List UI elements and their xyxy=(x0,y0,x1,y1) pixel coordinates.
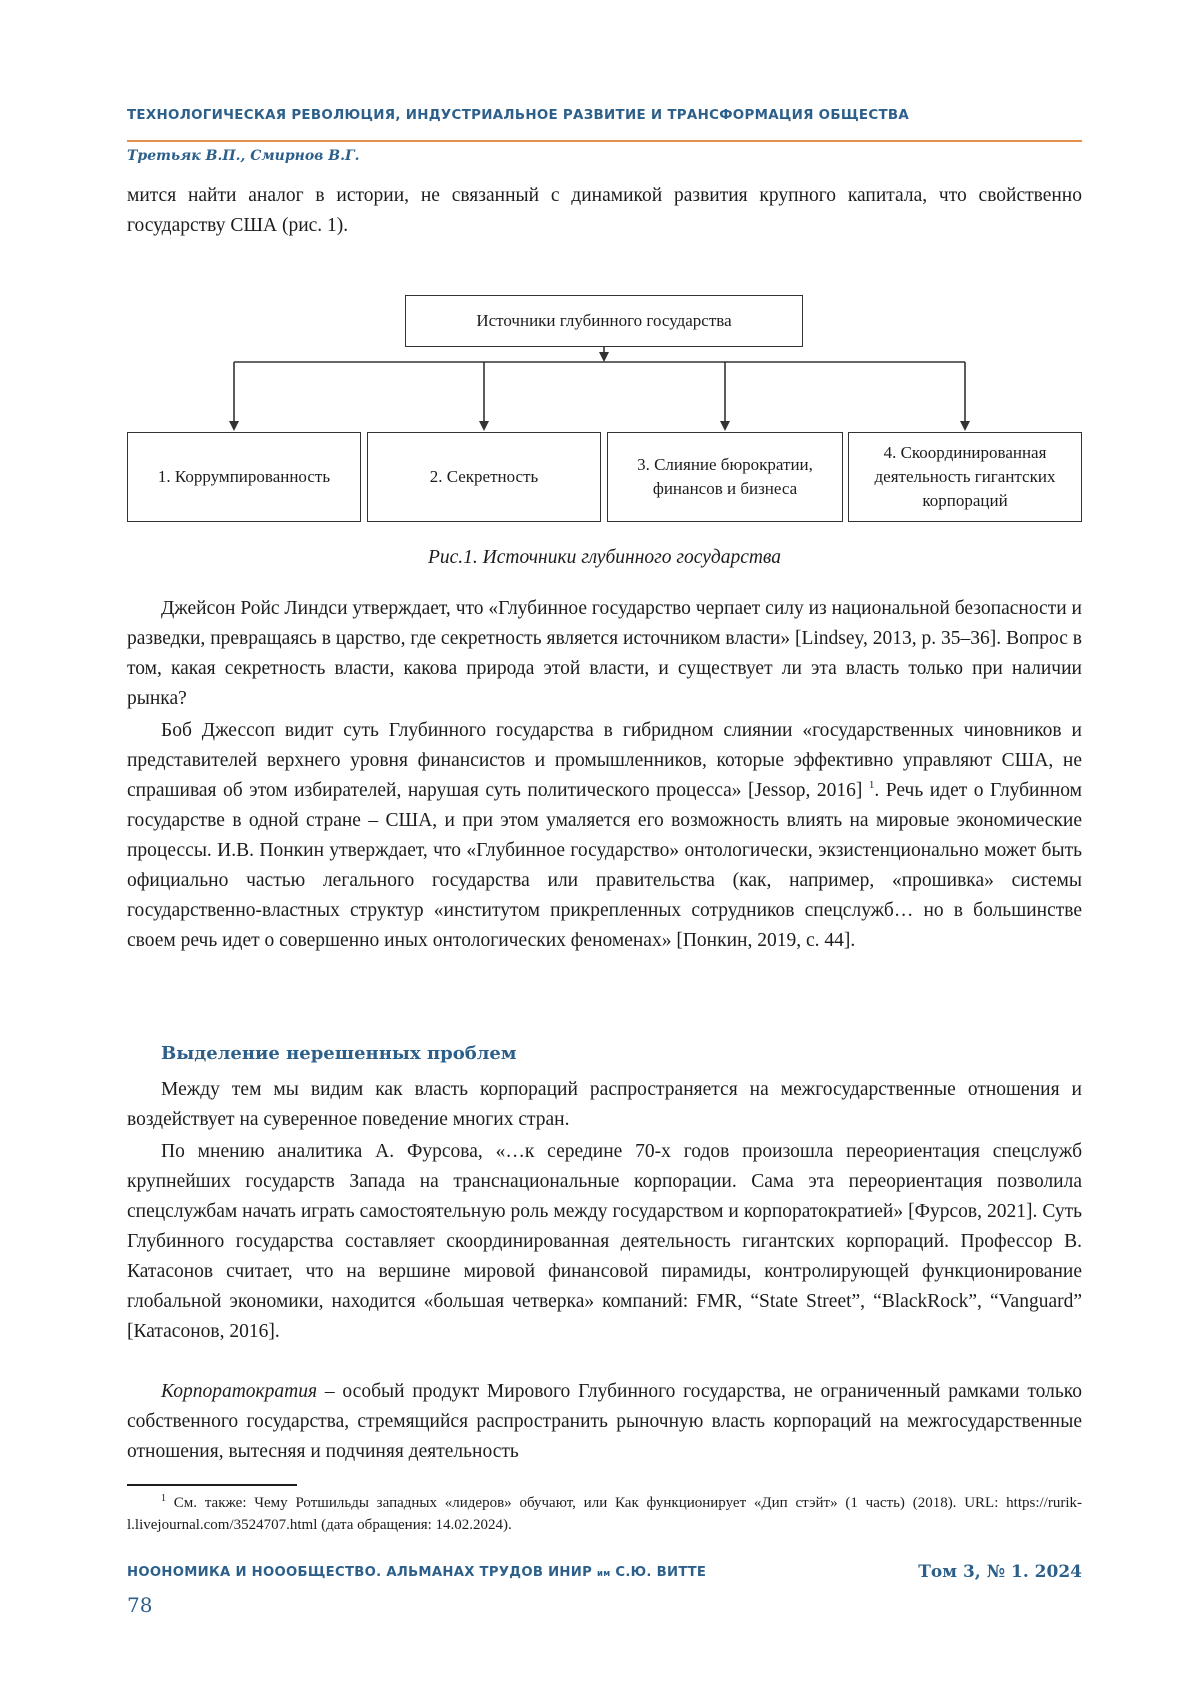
footer-journal-title-b: С.Ю. ВИТТЕ xyxy=(610,1565,707,1580)
paragraph-corporatocracy xyxy=(127,1377,1082,1467)
paragraph-jessop-text-a: Боб Джессоп видит суть Глубинного государства в гибридном слиянии «государственных чиновников и представителей верхнего уровня финансистов и промышленников, которые эффективно управляют США, не спрашивая об этом избирателей, нарушая суть политического процесса» [Jessop, 2016] xyxy=(127,720,1082,801)
section-heading: Выделение нерешенных проблем xyxy=(161,1043,517,1064)
diagram-box-merger: 3. Слияние бюрократии, финансов и бизнеса xyxy=(607,432,843,522)
footer-journal-title xyxy=(127,1565,706,1580)
footnote xyxy=(127,1492,1082,1536)
diagram-box-secrecy: 2. Секретность xyxy=(367,432,601,522)
footnote-number: 1 xyxy=(161,1493,166,1504)
paragraph-corporatocracy-text: – особый продукт Мирового Глубинного государства, не ограниченный рамками только собственного государства, стремящийся распространить рыночную власть корпораций на межгосударственные отношения, вытесняя и подчиняя деятельность xyxy=(127,1381,1082,1462)
paragraph-lindsey: Джейсон Ройс Линдси утверждает, что «Глубинное государство черпает силу из национальной безопасности и разведки, превращаясь в царство, где секретность является источником власти» [Lindsey, 2013, p. 35–36]. Вопрос в том, какая секретность власти, какова природа этой власти, и существует ли эта власть только при наличии рынка? xyxy=(127,598,1082,709)
footer-journal-title-a: НООНОМИКА И НОООБЩЕСТВО. АЛЬМАНАХ ТРУДОВ ИНИР xyxy=(127,1565,597,1580)
term-corporatocracy: Корпоратократия xyxy=(161,1381,318,1402)
paragraph-jessop xyxy=(127,716,1082,956)
authors: Третьяк В.П., Смирнов В.Г. xyxy=(127,148,360,164)
figure-caption: Рис.1. Источники глубинного государства xyxy=(427,547,782,568)
running-head: ТЕХНОЛОГИЧЕСКАЯ РЕВОЛЮЦИЯ, ИНДУСТРИАЛЬНОЕ РАЗВИТИЕ И ТРАНСФОРМАЦИЯ ОБЩЕСТВА xyxy=(127,108,910,123)
intro-paragraph: мится найти аналог в истории, не связанный с динамикой развития крупного капитала, что свойственно государству США (рис. 1). xyxy=(127,185,1082,236)
footnote-marker[interactable]: 1 xyxy=(868,779,875,791)
paragraph-jessop-text-b: . Речь идет о Глубинном государстве в одной стране – США, и при этом умаляется его возможность влиять на мировые экономические процессы. И.В. Понкин утверждает, что «Глубинное государство» онтологически, экзистенционально может быть официально частью легального государства или правительства (как, например, «прошивка» системы государственно-властных структур «институтом прикрепленных сотрудников спецслужб… но в большинстве своем речь идет о совершенно иных онтологических феноменах» [Понкин, 2019, с. 44]. xyxy=(127,780,1083,951)
page-number: 78 xyxy=(127,1593,153,1617)
footer-issue: Том 3, № 1. 2024 xyxy=(918,1562,1082,1582)
diagram-box-root: Источники глубинного государства xyxy=(405,295,803,347)
diagram-box-corruption: 1. Коррумпированность xyxy=(127,432,361,522)
paragraph-corporate-power: Между тем мы видим как власть корпораций распространяется на межгосударственные отношения и воздействует на суверенное поведение многих стран. xyxy=(127,1079,1082,1130)
paragraph-fursov: По мнению аналитика А. Фурсова, «…к середине 70-х годов произошла переориентация спецслужб крупнейших государств Запада на транснациональные корпорации. Сама эта переориентация позволила спецслужбам начать играть самостоятельную роль между государством и корпоратократией» [Фурсов, 2021]. Суть Глубинного государства составляет скоординированная деятельность гигантских корпораций. Профессор В. Катасонов считает, что на вершине мировой финансовой пирамиды, контролирующей функционирование глобальной экономики, находится «большая четверка» компаний: FMR, “State Street”, “BlackRock”, “Vanguard” [Катасонов, 2016]. xyxy=(127,1141,1082,1342)
footnote-text: См. также: Чему Ротшильды западных «лидеров» обучают, или Как функционирует «Дип стэйт» (1 часть) (2018). URL: https://rurik-l.livejournal.com/3524707.html (дата обращения: 14.02.2024). xyxy=(127,1495,1082,1533)
diagram-box-corporations: 4. Скоординированная деятельность гигантских корпораций xyxy=(848,432,1082,522)
footnote-rule xyxy=(127,1484,297,1486)
header-rule xyxy=(127,140,1082,142)
figure-diagram xyxy=(127,295,1082,525)
footer-journal-im: им xyxy=(596,1569,611,1579)
